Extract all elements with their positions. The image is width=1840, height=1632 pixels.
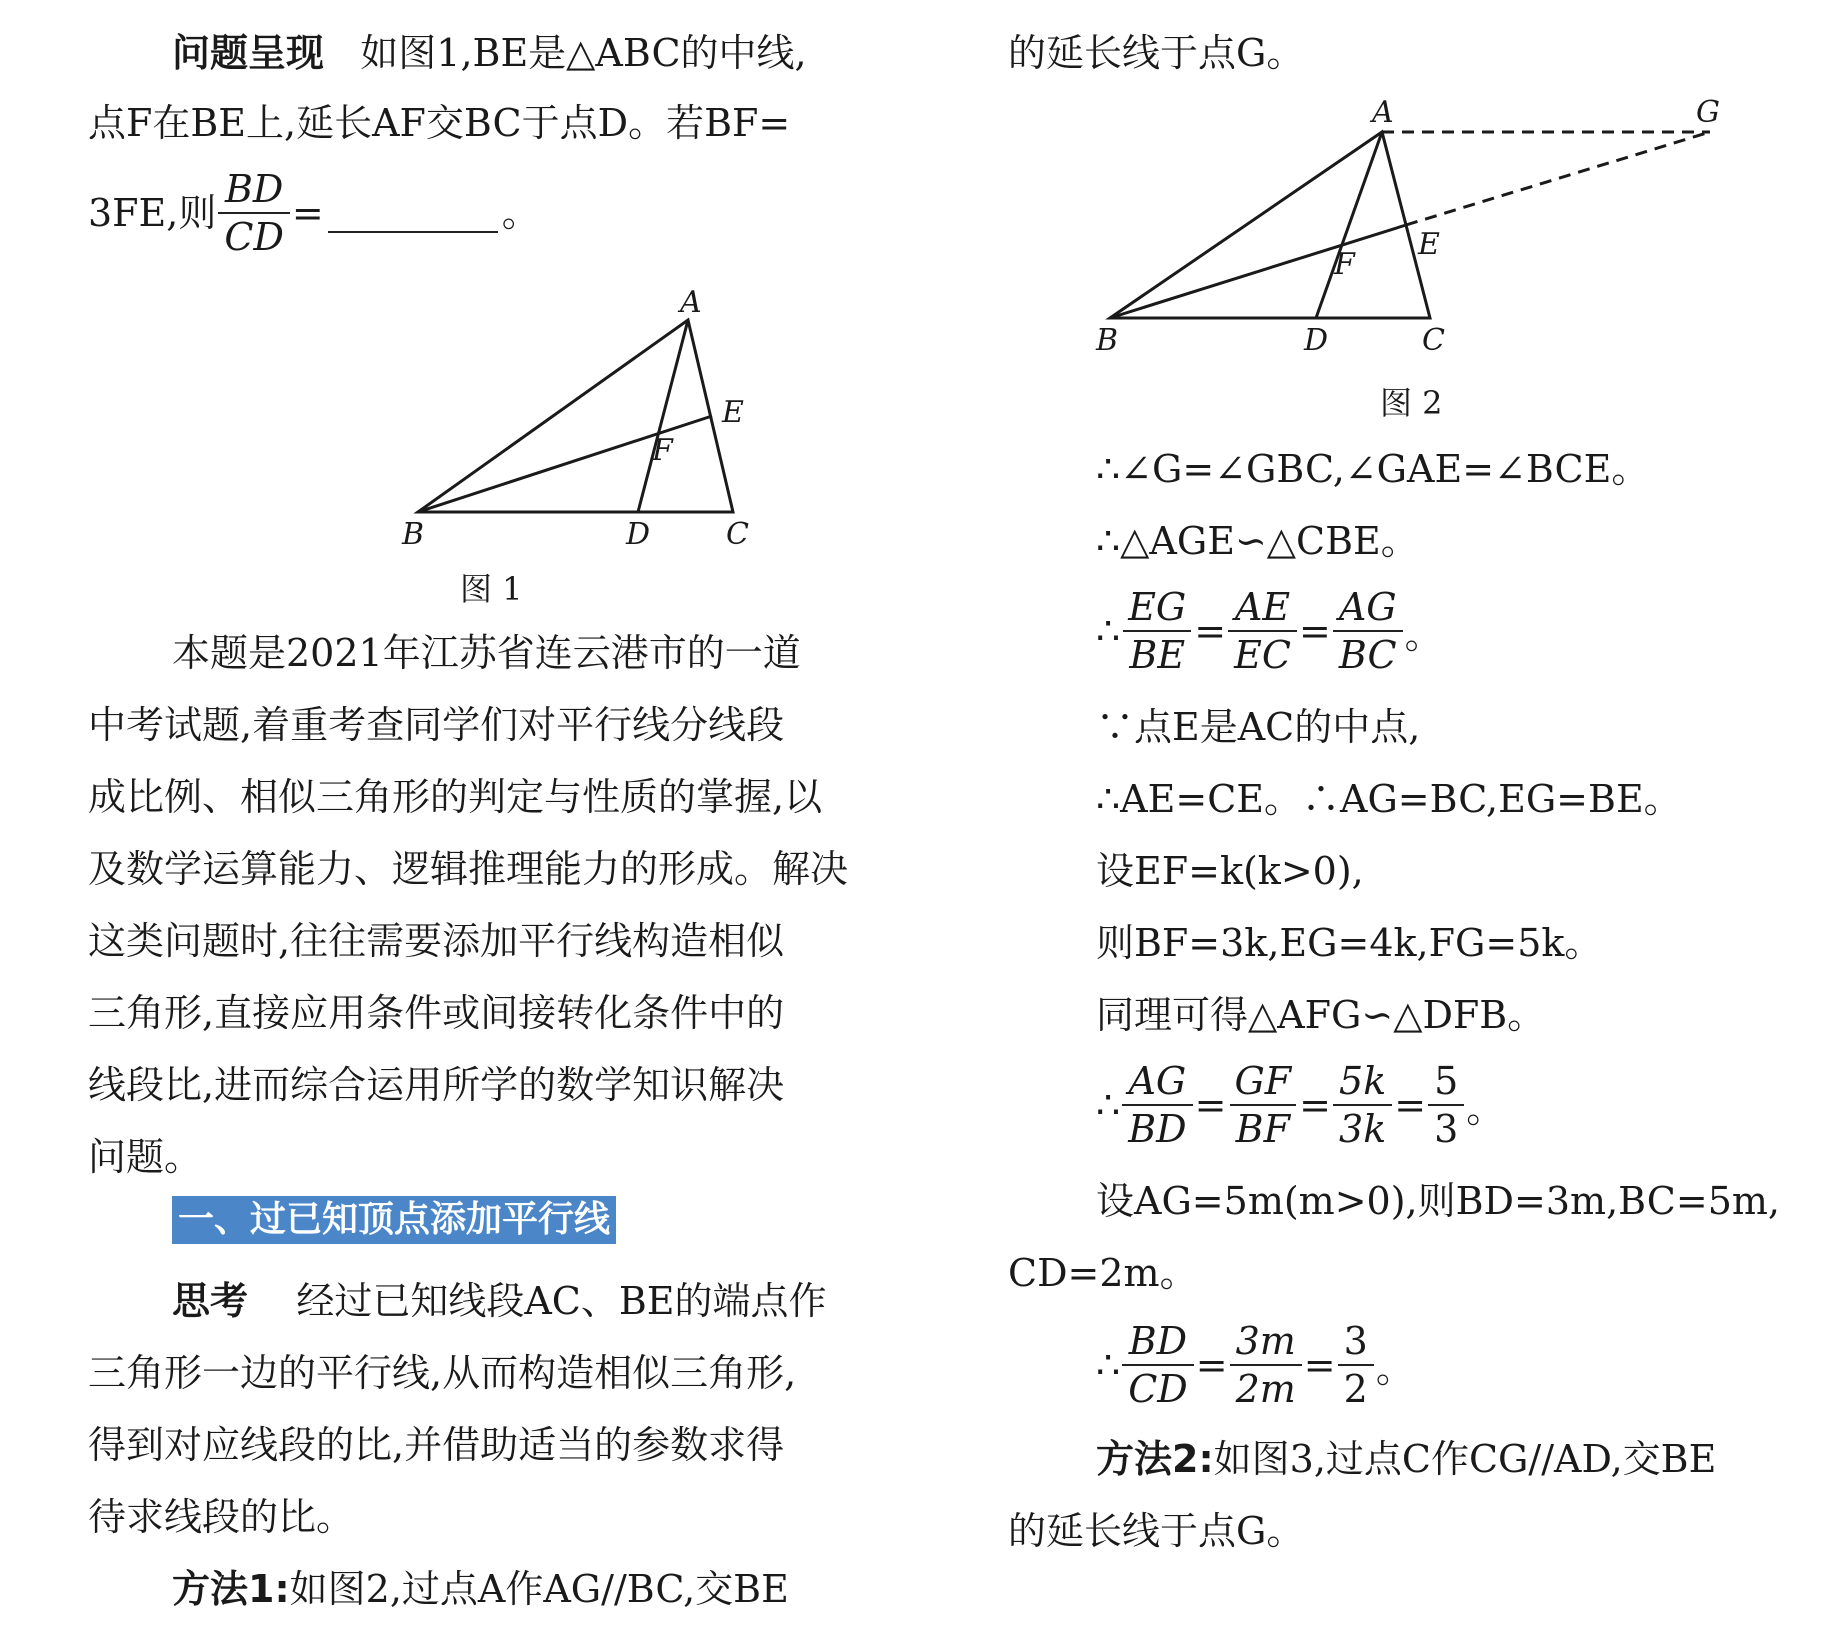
equals-sign: = (1194, 1083, 1227, 1127)
fraction-denominator: CD (218, 212, 290, 260)
problem-text-1: 如图1,BE是△ABC的中线, (360, 31, 807, 75)
numerator: AE (1234, 585, 1291, 629)
continuation-line: 的延长线于点G。 (1008, 31, 1305, 75)
method1-heading: 方法1: (172, 1567, 290, 1611)
problem-text-3: 3FE,则 (88, 191, 217, 235)
method1-text: 如图2,过点A作AG//BC,交BE (289, 1567, 789, 1611)
therefore-symbol: ∴ (1096, 1083, 1121, 1127)
denominator: BC (1333, 630, 1403, 678)
label-c: C (726, 517, 749, 552)
end-line: 的延长线于点G。 (1008, 1509, 1305, 1553)
label-f-2: F (1334, 247, 1355, 282)
figure-2-caption: 图 2 (1380, 384, 1443, 422)
label-b: B (402, 517, 425, 552)
period: 。 (1466, 1086, 1505, 1131)
equals-sign: = (1394, 1083, 1427, 1127)
label-a: A (680, 285, 702, 320)
numerator: AG (1338, 585, 1397, 629)
step-4: ∵点E是AC的中点, (1096, 705, 1421, 749)
fraction-numerator: BD (224, 167, 284, 211)
step-6: 设EF=k(k>0), (1096, 849, 1364, 893)
problem-line-2: 点F在BE上,延长AF交BC于点D。若BF= (88, 101, 791, 145)
label-e-2: E (1418, 227, 1440, 262)
period: 。 (1375, 1346, 1414, 1391)
numerator: 5 (1434, 1059, 1459, 1103)
numerator: BD (1128, 1319, 1188, 1363)
numerator: GF (1234, 1059, 1292, 1103)
answer-blank (328, 193, 498, 233)
fraction-ae-ec (1228, 584, 1297, 678)
fraction-3m-2m (1230, 1318, 1302, 1412)
fraction-5-3 (1428, 1058, 1464, 1152)
period: 。 (1404, 612, 1443, 657)
triangle-abc (418, 320, 733, 512)
label-f: F (652, 433, 673, 468)
numerator: AG (1128, 1059, 1187, 1103)
fraction-3-2 (1338, 1318, 1374, 1412)
step-9-equation (1096, 1058, 1504, 1152)
label-d: D (626, 517, 651, 552)
problem-line-3 (88, 166, 540, 260)
section-heading: 一、过已知顶点添加平行线 (172, 1196, 616, 1244)
step-5: ∴AE=CE。∴AG=BC,EG=BE。 (1096, 777, 1682, 821)
period: 。 (501, 191, 540, 235)
method2-heading: 方法2: (1096, 1437, 1214, 1481)
fraction-eg-be (1122, 584, 1192, 678)
problem-fraction (218, 166, 290, 260)
equals-sign: = (1195, 1343, 1228, 1387)
think-line-1 (172, 1276, 827, 1326)
para-line-6: 三角形,直接应用条件或间接转化条件中的 (88, 991, 785, 1035)
step-11: CD=2m。 (1008, 1251, 1198, 1295)
fraction-ag-bc (1333, 584, 1403, 678)
step-10: 设AG=5m(m>0),则BD=3m,BC=5m, (1096, 1179, 1780, 1223)
label-d-2: D (1304, 323, 1329, 358)
step-1: ∴∠G=∠GBC,∠GAE=∠BCE。 (1096, 447, 1650, 491)
triangle-abc-2 (1110, 132, 1430, 318)
numerator: 3m (1235, 1319, 1296, 1363)
para-line-1: 本题是2021年江苏省连云港市的一道 (172, 631, 801, 675)
numerator: EG (1128, 585, 1187, 629)
think-text-1: 经过已知线段AC、BE的端点作 (296, 1279, 827, 1323)
label-e: E (722, 395, 744, 430)
segment-be-2 (1110, 225, 1406, 318)
numerator: 3 (1343, 1319, 1368, 1363)
denominator: 3k (1333, 1104, 1392, 1152)
think-line-4: 待求线段的比。 (88, 1495, 355, 1539)
denominator: 3 (1428, 1104, 1464, 1152)
label-g-2: G (1696, 95, 1720, 130)
step-3-equation (1096, 584, 1443, 678)
denominator: EC (1228, 630, 1297, 678)
therefore-symbol: ∴ (1096, 1343, 1121, 1387)
denominator: CD (1122, 1364, 1194, 1412)
fraction-bd-cd (1122, 1318, 1194, 1412)
equals-sign: = (1298, 609, 1331, 653)
step-2: ∴△AGE∽△CBE。 (1096, 519, 1419, 563)
think-heading: 思考 (172, 1279, 249, 1323)
segment-ad-2 (1316, 132, 1382, 318)
step-12-equation (1096, 1318, 1414, 1412)
fraction-5k-3k (1333, 1058, 1392, 1152)
para-line-2: 中考试题,着重考查同学们对平行线分线段 (88, 703, 785, 747)
therefore-symbol: ∴ (1096, 609, 1121, 653)
label-b-2: B (1096, 323, 1119, 358)
label-c-2: C (1422, 323, 1445, 358)
figure-1 (308, 282, 768, 552)
method2-text: 如图3,过点C作CG//AD,交BE (1213, 1437, 1717, 1481)
para-line-8: 问题。 (88, 1135, 203, 1179)
equals-sign: = (291, 191, 324, 235)
segment-eg-dashed (1406, 132, 1710, 225)
para-line-3: 成比例、相似三角形的判定与性质的掌握,以 (88, 775, 823, 819)
step-8: 同理可得△AFG∽△DFB。 (1096, 993, 1546, 1037)
denominator: 2m (1230, 1364, 1302, 1412)
para-line-7: 线段比,进而综合运用所学的数学知识解决 (88, 1063, 785, 1107)
equals-sign: = (1303, 1343, 1336, 1387)
method1-line (172, 1564, 789, 1614)
think-line-2: 三角形一边的平行线,从而构造相似三角形, (88, 1351, 797, 1395)
denominator: BD (1122, 1104, 1192, 1152)
denominator: BE (1123, 630, 1191, 678)
problem-heading: 问题呈现 (172, 31, 325, 75)
method2-line (1096, 1434, 1716, 1484)
figure-2 (1088, 92, 1748, 362)
numerator: 5k (1339, 1059, 1387, 1103)
equals-sign: = (1194, 609, 1227, 653)
denominator: BF (1230, 1104, 1296, 1152)
para-line-4: 及数学运算能力、逻辑推理能力的形成。解决 (88, 847, 849, 891)
equals-sign: = (1299, 1083, 1332, 1127)
denominator: 2 (1338, 1364, 1374, 1412)
problem-line-1 (172, 28, 807, 78)
figure-1-caption: 图 1 (460, 570, 523, 608)
para-line-5: 这类问题时,往往需要添加平行线构造相似 (88, 919, 785, 963)
fraction-gf-bf (1228, 1058, 1297, 1152)
label-a-2: A (1372, 95, 1394, 130)
step-7: 则BF=3k,EG=4k,FG=5k。 (1096, 921, 1603, 965)
think-line-3: 得到对应线段的比,并借助适当的参数求得 (88, 1423, 785, 1467)
fraction-ag-bd (1122, 1058, 1192, 1152)
